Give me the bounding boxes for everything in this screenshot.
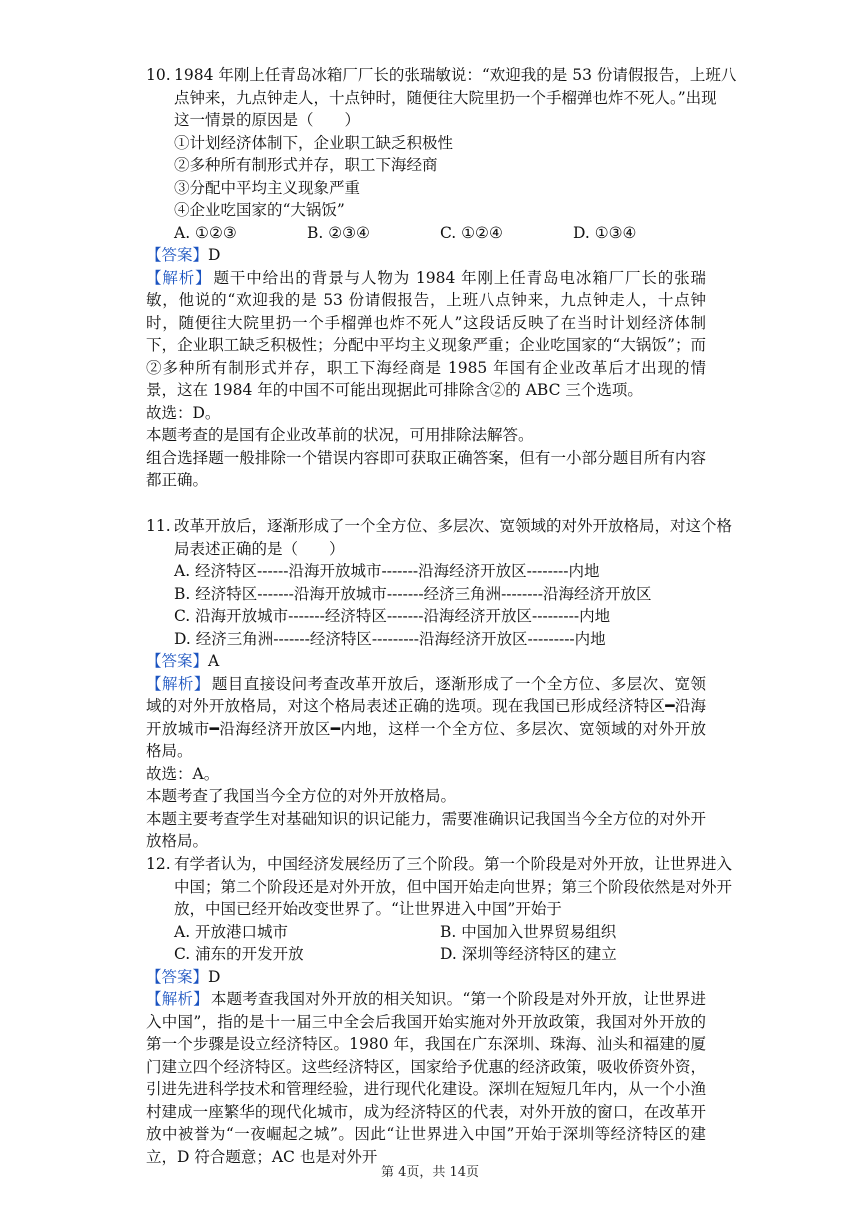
- question-stem-line: 中国；第二个阶段还是对外开放，但中国开始走向世界；第三个阶段依然是对外开: [174, 877, 733, 896]
- answer-line: [146, 244, 706, 267]
- answer-value: D: [208, 967, 221, 986]
- conclusion: 故选：A。: [146, 764, 220, 783]
- option-b: B. ②③④: [307, 223, 370, 242]
- note: 组合选择题一般排除一个错误内容即可获取正确答案，但有一小部分题目所有内容都正确。: [146, 448, 706, 489]
- answer-line: [146, 966, 706, 989]
- question-stem-line: 有学者认为，中国经济发展经历了三个阶段。第一个阶段是对外开放，让世界进入: [174, 855, 733, 873]
- analysis-tag: 【解析】: [146, 268, 212, 287]
- page-footer: 第 4页，共 14页: [380, 1165, 480, 1180]
- question-10: [146, 64, 737, 492]
- option-a: A. ①②③: [174, 223, 237, 242]
- question-stem-line: 改革开放后，逐渐形成了一个全方位、多层次、宽领域的对外开放格局，对这个格: [174, 517, 733, 535]
- statement-item: ①计划经济体制下，企业职工缺乏积极性: [174, 133, 454, 152]
- question-number: 12.: [146, 855, 171, 873]
- question-number: 11.: [146, 517, 171, 535]
- option-d: D. 经济三角洲-------经济特区---------沿海经济开放区---------内地: [174, 629, 606, 648]
- option-a: A. 开放港口城市: [174, 922, 289, 941]
- question-stem-line: 1984 年刚上任青岛冰箱厂厂长的张瑞敏说：“欢迎我的是 53 份请假报告，上班八: [174, 66, 737, 84]
- options-row: [146, 943, 706, 966]
- note: 本题主要考查学生对基础知识的识记能力，需要准确识记我国当今全方位的对外开放格局。: [146, 809, 706, 850]
- question-stem-line: 这一情景的原因是（ ）: [174, 111, 361, 129]
- question-stem-line: 点钟来，九点钟走人，十点钟时，随便往大院里扔一个手榴弹也炸不死人。”出现: [174, 88, 717, 107]
- option-a: A. 经济特区------沿海开放城市-------沿海经济开放区--------内地: [174, 562, 600, 580]
- answer-value: D: [208, 246, 221, 264]
- option-c: C. 沿海开放城市-------经济特区-------沿海经济开放区---------内地: [174, 607, 611, 625]
- analysis-paragraph: [146, 988, 706, 1168]
- options-row: [146, 222, 706, 245]
- question-11: [146, 515, 733, 853]
- answer-tag: 【答案】: [146, 246, 209, 264]
- analysis-tag: 【解析】: [146, 990, 209, 1008]
- question-stem-line: 局表述正确的是（ ）: [174, 539, 345, 558]
- analysis-paragraph: [146, 673, 706, 763]
- question-number: 10.: [146, 66, 171, 84]
- note: 本题考查了我国当今全方位的对外开放格局。: [146, 787, 457, 805]
- statement-item: ④企业吃国家的“大锅饭”: [174, 201, 345, 219]
- question-stem-line: 放，中国已经开始改变世界了。“让世界进入中国”开始于: [174, 900, 562, 918]
- answer-tag: 【答案】: [146, 652, 209, 670]
- analysis-text: 题目直接设问考查改革开放后，逐渐形成了一个全方位、多层次、宽领域的对外开放格局，对这个格局表述正确的选项。现在我国已形成经济特区━沿海开放城市━沿海经济开放区━内地，这样一个全方位、多层次、宽领域的对外开放格局。: [146, 674, 706, 760]
- option-c: C. ①②④: [440, 223, 503, 242]
- conclusion: 故选：D。: [146, 403, 221, 422]
- answer-tag: 【答案】: [146, 967, 209, 986]
- option-d: D. ①③④: [573, 223, 637, 242]
- analysis-text: 题干中给出的背景与人物为 1984 年刚上任青岛电冰箱厂厂长的张瑞敏，他说的“欢迎我的是 53 份请假报告，上班八点钟来，九点钟走人，十点钟时，随便往大院里扔一个手榴弹也炸不死人”这段话反映了在当时计划经济体制下，企业职工缺乏积极性；分配中平均主义现象严重；企业吃国家的“大锅饭”；而②多种所有制形式并存，职工下海经商是 1985 年国有企业改革后才出现的情景，这在 1984 年的中国不可能出现据此可排除含②的 ABC 三个选项。: [146, 268, 706, 399]
- statement-item: ②多种所有制形式并存，职工下海经商: [174, 156, 438, 174]
- statement-item: ③分配中平均主义现象严重: [174, 178, 361, 197]
- option-c: C. 浦东的开发开放: [174, 945, 304, 963]
- answer-value: A: [208, 652, 220, 670]
- note: 本题考查的是国有企业改革前的状况，可用排除法解答。: [146, 426, 534, 444]
- option-b: B. 中国加入世界贸易组织: [440, 922, 617, 941]
- analysis-text: 本题考查我国对外开放的相关知识。“第一个阶段是对外开放，让世界进入中国”，指的是十一届三中全会后我国开始实施对外开放政策，我国对外开放的第一个步骤是设立经济特区。1980 年，我国在广东深圳、珠海、汕头和福建的厦门建立四个经济特区。这些经济特区，国家给予优惠的经济政策，吸收侨资外资，引进先进科学技术和管理经验，进行现代化建设。深圳在短短几年内，从一个小渔村建成一座繁华的现代化城市，成为经济特区的代表，对外开放的窗口，在改革开放中被誉为“一夜崛起之城”。因此“让世界进入中国”开始于深圳等经济特区的建立，D 符合题意；AC 也是对外开: [146, 990, 706, 1166]
- question-12: [146, 853, 733, 1168]
- answer-line: [146, 650, 706, 673]
- option-b: B. 经济特区-------沿海开放城市-------经济三角洲--------沿海经济开放区: [174, 584, 652, 603]
- analysis-tag: 【解析】: [146, 674, 210, 693]
- option-d: D. 深圳等经济特区的建立: [440, 945, 617, 963]
- analysis-paragraph: [146, 267, 706, 402]
- options-row: [146, 921, 706, 944]
